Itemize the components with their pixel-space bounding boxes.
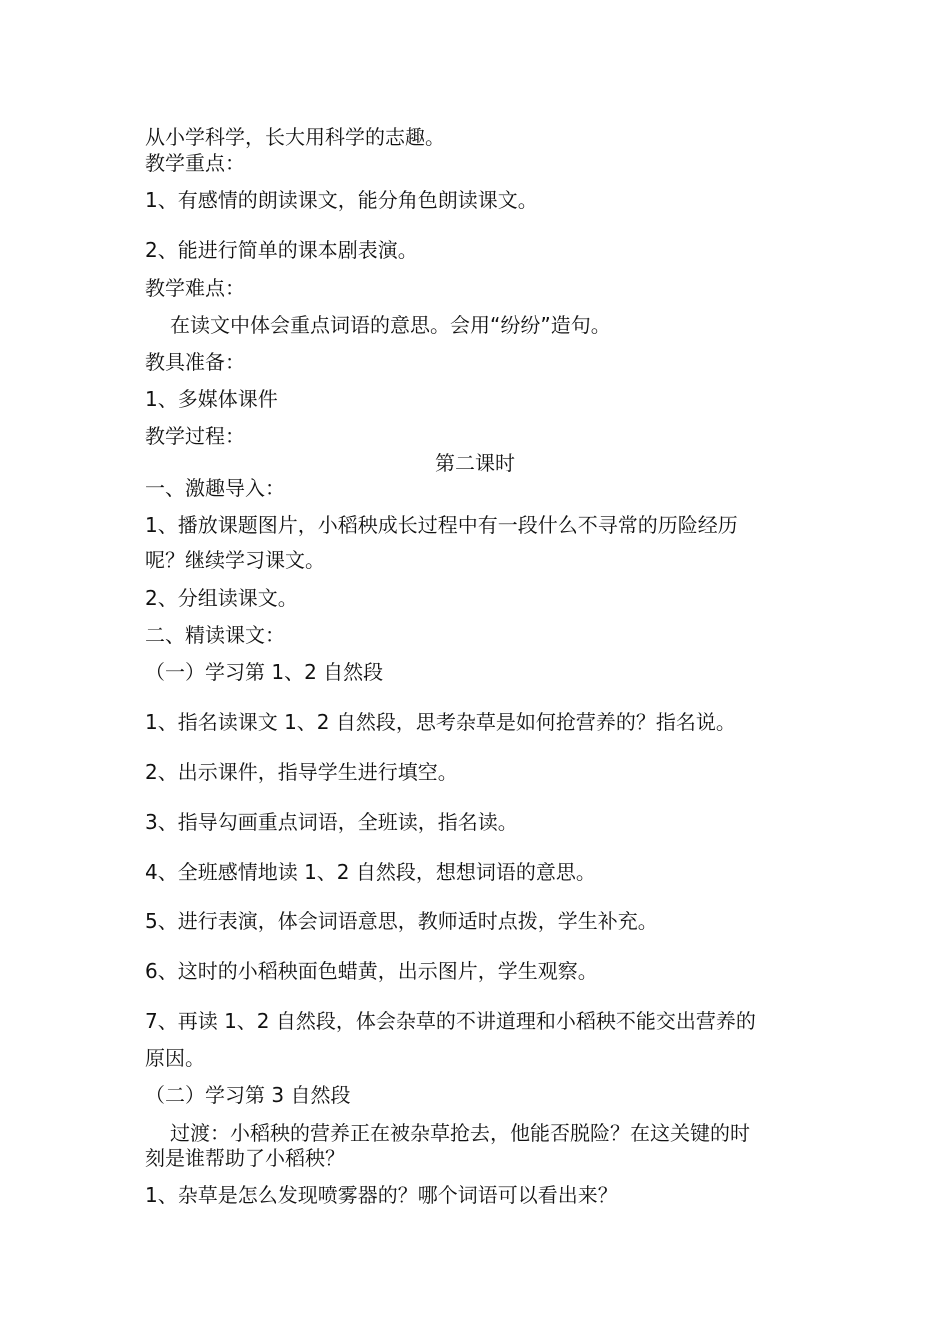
text-line: 1、杂草是怎么发现喷雾器的？哪个词语可以看出来？: [145, 1183, 618, 1207]
text-line: 呢？继续学习课文。: [145, 548, 325, 572]
step-heading: 二、精读课文：: [145, 623, 285, 647]
section-heading-process: 教学过程：: [145, 424, 245, 448]
step-heading: 一、激趣导入：: [145, 476, 285, 500]
text-line: 原因。: [145, 1046, 205, 1070]
lesson-title: 第二课时: [435, 451, 515, 475]
text-line: 在读文中体会重点词语的意思。会用“纷纷”造句。: [170, 313, 611, 337]
text-line: 2、能进行简单的课本剧表演。: [145, 238, 418, 262]
section-heading-difficulties: 教学难点：: [145, 276, 245, 300]
text-line: 6、这时的小稻秧面色蜡黄，出示图片，学生观察。: [145, 959, 598, 983]
section-heading-materials: 教具准备：: [145, 350, 245, 374]
text-line: 2、出示课件，指导学生进行填空。: [145, 760, 458, 784]
text-line: 2、分组读课文。: [145, 586, 298, 610]
text-line: 3、指导勾画重点词语，全班读，指名读。: [145, 810, 518, 834]
text-line: 刻是谁帮助了小稻秧？: [145, 1146, 345, 1170]
text-line: 1、多媒体课件: [145, 387, 278, 411]
sub-step-heading: （一）学习第 1、2 自然段: [145, 660, 384, 684]
text-line: 5、进行表演，体会词语意思，教师适时点拨，学生补充。: [145, 909, 658, 933]
text-line: 7、再读 1、2 自然段，体会杂草的不讲道理和小稻秧不能交出营养的: [145, 1009, 756, 1033]
sub-step-heading: （二）学习第 3 自然段: [145, 1083, 351, 1107]
text-line: 从小学科学，长大用科学的志趣。: [145, 125, 445, 149]
text-line: 4、全班感情地读 1、2 自然段，想想词语的意思。: [145, 860, 596, 884]
text-line: 1、播放课题图片，小稻秧成长过程中有一段什么不寻常的历险经历: [145, 513, 738, 537]
text-line: 1、指名读课文 1、2 自然段，思考杂草是如何抢营养的？指名说。: [145, 710, 736, 734]
text-line: 1、有感情的朗读课文，能分角色朗读课文。: [145, 188, 538, 212]
text-line: 过渡：小稻秧的营养正在被杂草抢去，他能否脱险？在这关键的时: [170, 1121, 750, 1145]
section-heading-key-points: 教学重点：: [145, 151, 245, 175]
